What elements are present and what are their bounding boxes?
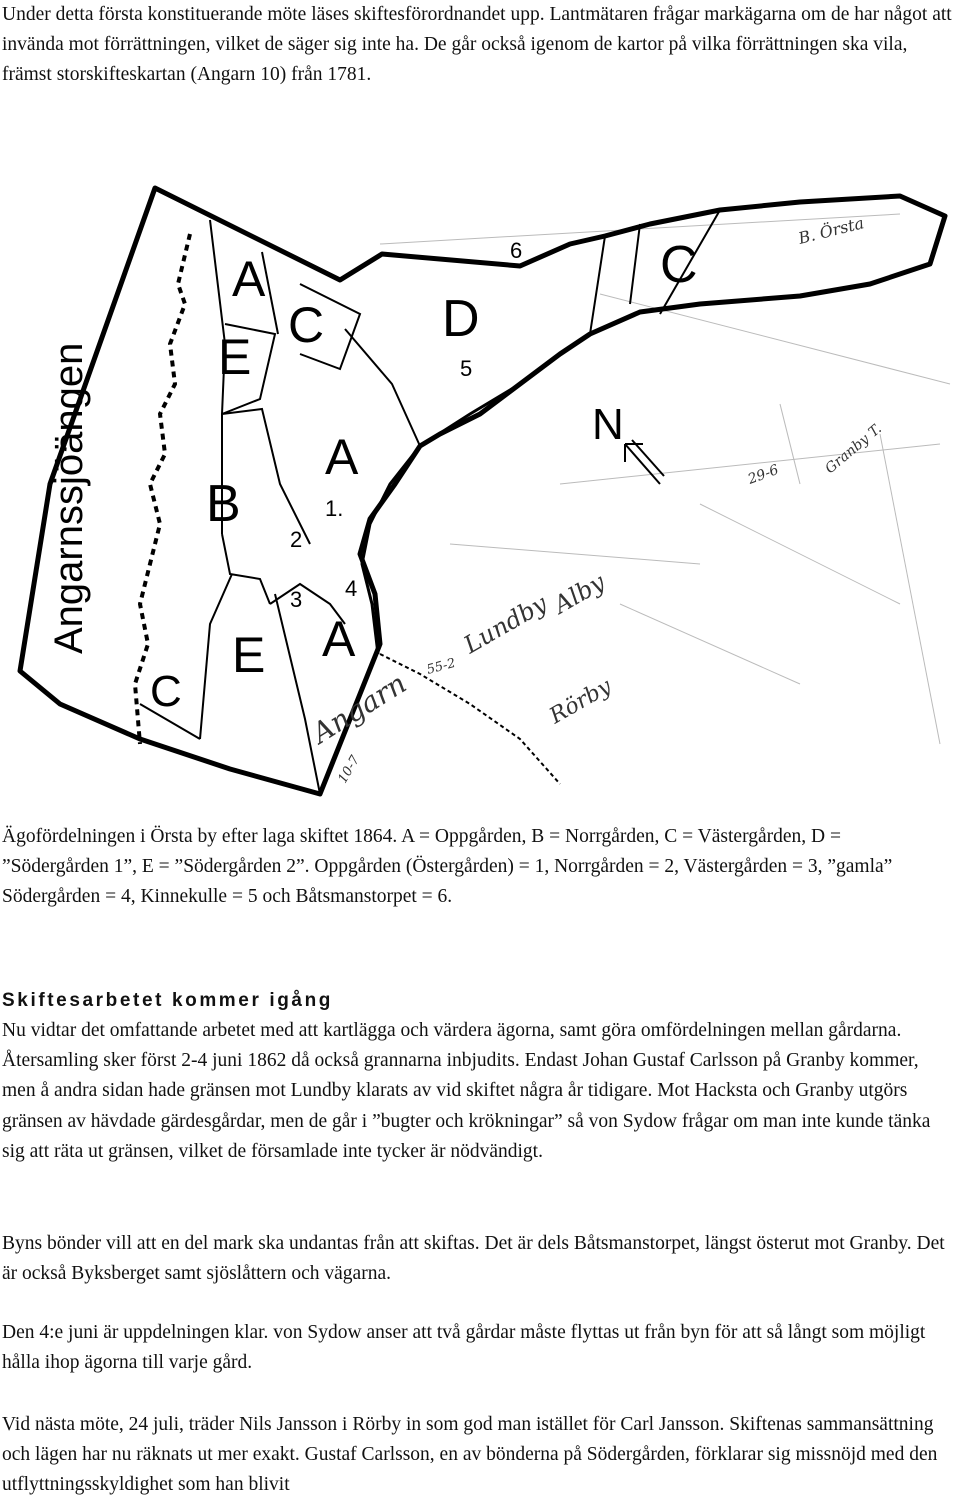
map-hand-orsta: B. Örsta xyxy=(796,213,866,248)
map-hand-alby: Alby xyxy=(549,567,610,620)
map-label-c1: C xyxy=(288,297,325,353)
map-svg xyxy=(0,184,960,798)
map-label-e1: E xyxy=(218,329,252,385)
map-label-c2: C xyxy=(660,236,698,294)
map-hand-lundby: Lundby xyxy=(459,589,552,660)
juni-paragraph: Den 4:e juni är uppdelningen klar. von Sydow anser att två gårdar måste flyttas ut från byn för att så långt som möjligt hålla ihop ägorna till varje gård. xyxy=(2,1322,926,1374)
mote-paragraph: Vid nästa möte, 24 juli, träder Nils Jansson i Rörby in som god man istället för Carl Jansson. Skiftenas sammansättning och lägen har nu räknats ut mer exakt. Gustaf Carlsson, en av bönderna på Södergården, förklarar sig missnöjd med den utflyttningsskyldighet som han blivit xyxy=(2,1414,938,1496)
map-number-4: 4 xyxy=(345,576,358,601)
map-label-a2: A xyxy=(325,429,359,485)
map-label-north: N xyxy=(592,400,624,449)
map-label-a1: A xyxy=(232,251,266,307)
map-number-2: 2 xyxy=(290,527,303,552)
village-road xyxy=(380,654,560,784)
map-number-6: 6 xyxy=(510,238,523,263)
map-hand-dist2: 55-2 xyxy=(425,655,458,678)
map-caption: Ägofördelningen i Örsta by efter laga skiftet 1864. A = Oppgården, B = Norrgården, C = Västergården, D = ”Södergården 1”, E = ”Södergården 2”. Oppgården (Östergården) = 1, Norrgården = 2, Västergården = 3, ”gamla” Södergården = 4, Kinnekulle = 5 och Båtsmanstorpet = 6. xyxy=(2,826,893,908)
map-hand-angarn: Angarn xyxy=(306,666,413,750)
map-number-1: 1. xyxy=(325,496,344,521)
map-label-c3: C xyxy=(150,667,182,716)
map-label-lake: Angarnssjöängen xyxy=(47,342,91,654)
section-heading: Skiftesarbetet kommer igång xyxy=(2,990,334,1011)
map-hand-granby: Granby T. xyxy=(822,420,885,478)
map-hand-rorby: Rörby xyxy=(545,674,616,730)
north-arrow-icon xyxy=(625,440,664,484)
map-hand-dist3: 10-7 xyxy=(335,753,364,786)
map-number-5: 5 xyxy=(460,356,473,381)
land-division-map xyxy=(0,184,960,798)
bonder-paragraph: Byns bönder vill att en del mark ska undantas från att skiftas. Det är dels Båtsmanstorpet, längst österut mot Granby. Det är också Byksberget samt sjöslåttern och vägarna. xyxy=(2,1233,945,1285)
map-number-3: 3 xyxy=(290,587,303,612)
map-label-e2: E xyxy=(232,627,266,683)
map-label-d1: D xyxy=(442,290,480,348)
map-hand-dist1: 29-6 xyxy=(745,461,781,488)
map-label-a3: A xyxy=(322,611,356,667)
intro-paragraph: Under detta första konstituerande möte läses skiftesförordnandet upp. Lantmätaren frågar markägarna om de har något att invända mot förrättningen, vilket de säger sig inte ha. De går också igenom de kartor på vilka förrättningen ska vila, främst storskifteskartan (Angarn 10) från 1781. xyxy=(2,4,952,86)
map-label-b1: B xyxy=(206,475,241,533)
section-paragraph: Nu vidtar det omfattande arbetet med att kartlägga och värdera ägorna, samt göra omfördelningen mellan gårdarna. Återsamling sker först 2-4 juni 1862 då också grannarna inbjudits. Endast Johan Gustaf Carlsson på Granby kommer, men å andra sidan hade gränsen mot Lundby klarats av vid skiftet några år tidigare. Mot Hacksta och Granby utgörs gränsen av hävdade gärdesgårdar, men de går i ”bugter och krökningar” så von Sydow frågar om man inte kunde tänka sig att räta ut gränsen, vilket de församlade inte tycker är nödvändigt. xyxy=(2,1020,931,1162)
